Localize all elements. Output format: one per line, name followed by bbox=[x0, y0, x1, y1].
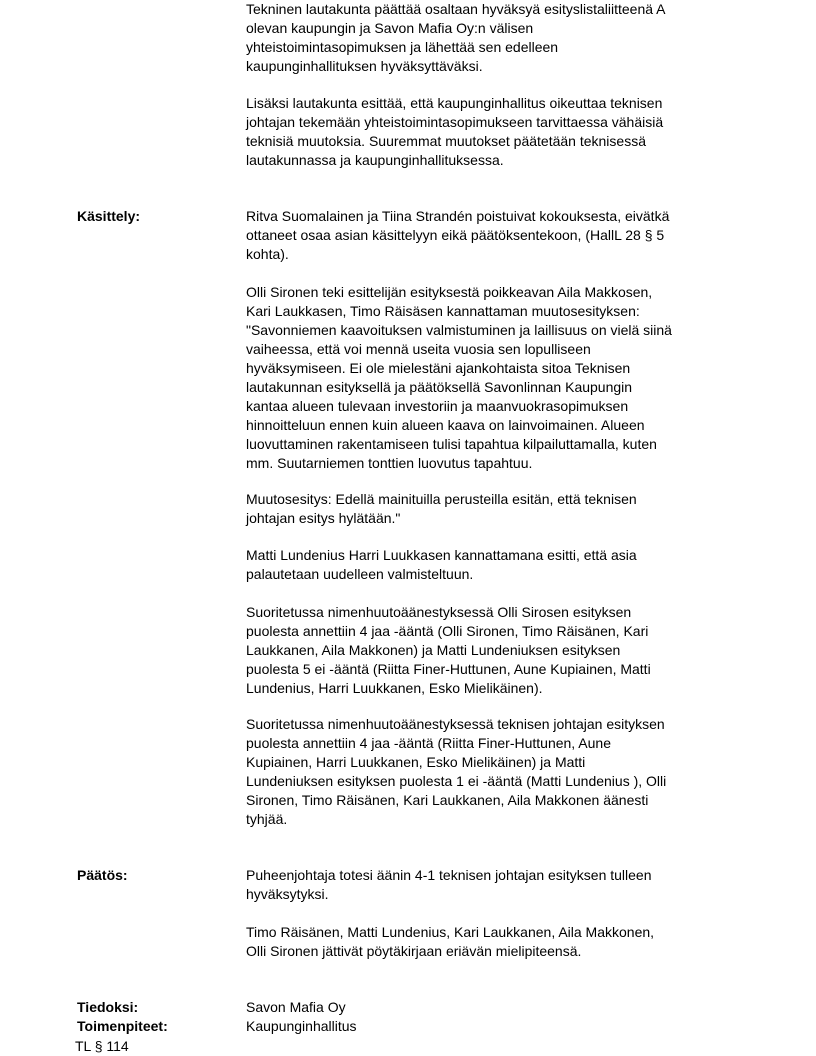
section-reference: TL § 114 bbox=[75, 1038, 129, 1054]
text-line: puolesta 5 ei -ääntä (Riitta Finer-Huttunen, Aune Kupiainen, Matti bbox=[246, 661, 651, 677]
text-line: teknisiä muutoksia. Suuremmat muutokset päätetään teknisessä bbox=[246, 133, 646, 149]
text-line: puolesta annettiin 4 jaa -ääntä (Olli Sironen, Timo Räisänen, Kari bbox=[246, 623, 649, 639]
toimenpiteet-value: Kaupunginhallitus bbox=[246, 1018, 357, 1034]
kasittely-paragraph-2 bbox=[246, 283, 746, 473]
text-line: palautetaan uudelleen valmisteltuun. bbox=[246, 566, 474, 582]
tiedoksi-value: Savon Mafia Oy bbox=[246, 999, 346, 1015]
text-line: kaupunginhallituksen hyväksyttäväksi. bbox=[246, 58, 483, 74]
paatos-paragraph-2 bbox=[246, 923, 746, 961]
text-line: ottaneet osaa asian käsittelyyn eikä päätöksentekoon, (HallL 28 § 5 bbox=[246, 227, 665, 243]
toimenpiteet-label: Toimenpiteet: bbox=[77, 1018, 168, 1034]
intro-paragraph-2 bbox=[246, 94, 746, 170]
text-line: Kupiainen, Harri Luukkanen, Esko Mielikäinen) ja Matti bbox=[246, 754, 586, 770]
text-line: Lisäksi lautakunta esittää, että kaupunginhallitus oikeuttaa teknisen bbox=[246, 95, 663, 111]
text-line: Kari Laukkasen, Timo Räisäsen kannattaman muutosesityksen: bbox=[246, 303, 640, 319]
text-line: hinnoitteluun ennen kuin alueen kaava on lainvoimainen. Alueen bbox=[246, 417, 645, 433]
text-line: Muutosesitys: Edellä mainituilla perusteilla esitän, että teknisen bbox=[246, 491, 637, 507]
text-line: Timo Räisänen, Matti Lundenius, Kari Laukkanen, Aila Makkonen, bbox=[246, 924, 655, 940]
text-line: Suoritetussa nimenhuutoäänestyksessä Olli Sirosen esityksen bbox=[246, 604, 632, 620]
text-line: Matti Lundenius Harri Luukkasen kannattamana esitti, että asia bbox=[246, 547, 637, 563]
text-line: Lundenius, Harri Luukkanen, Esko Mielikäinen). bbox=[246, 680, 543, 696]
kasittely-paragraph-4 bbox=[246, 546, 746, 584]
text-line: mm. Suutarniemen tonttien luovutus tapahtuu. bbox=[246, 455, 533, 471]
text-line: Sironen, Timo Räisänen, Kari Laukkanen, Aila Makkonen äänesti bbox=[246, 792, 649, 808]
text-line: Laukkanen, Aila Makkonen) ja Matti Lundeniuksen esityksen bbox=[246, 642, 621, 658]
text-line: Olli Sironen teki esittelijän esityksestä poikkeavan Aila Makkosen, bbox=[246, 284, 653, 300]
text-line: luovuttaminen rakentamiseen tulisi tapahtua kilpailuttamalla, kuten bbox=[246, 436, 657, 452]
text-line: Suoritetussa nimenhuutoäänestyksessä teknisen johtajan esityksen bbox=[246, 716, 665, 732]
text-line: "Savonniemen kaavoituksen valmistuminen ja laillisuus on vielä siinä bbox=[246, 322, 672, 338]
paatos-paragraph-1 bbox=[246, 866, 746, 904]
intro-paragraph-1 bbox=[246, 0, 746, 76]
text-line: johtajan tekemään yhteistoimintasopimukseen tarvittaessa vähäisiä bbox=[246, 114, 664, 130]
kasittely-paragraph-3 bbox=[246, 490, 746, 528]
text-line: Olli Sironen jättivät pöytäkirjaan eriävän mielipiteensä. bbox=[246, 943, 582, 959]
text-line: kohta). bbox=[246, 246, 289, 262]
text-line: yhteistoimintasopimuksen ja lähettää sen edelleen bbox=[246, 39, 559, 55]
text-line: kantaa alueen tulevaan investoriin ja maanvuokrasopimuksen bbox=[246, 398, 629, 414]
text-line: lautakunnan esityksellä ja päätöksellä Savonlinnan Kaupungin bbox=[246, 379, 633, 395]
kasittely-paragraph-5 bbox=[246, 603, 746, 698]
text-line: vaiheessa, että voi mennä useita vuosia sen lopulliseen bbox=[246, 341, 591, 357]
text-line: johtajan esitys hylätään." bbox=[246, 510, 401, 526]
text-line: hyväksytyksi. bbox=[246, 886, 329, 902]
paatos-label: Päätös: bbox=[77, 867, 128, 883]
text-line: olevan kaupungin ja Savon Mafia Oy:n välisen bbox=[246, 20, 534, 36]
text-line: lautakunnassa ja kaupunginhallituksessa. bbox=[246, 152, 504, 168]
text-line: Lundeniuksen esityksen puolesta 1 ei -ääntä (Matti Lundenius ), Olli bbox=[246, 773, 667, 789]
text-line: hyväksymiseen. Ei ole mielestäni ajankohtaista sitoa Teknisen bbox=[246, 360, 631, 376]
text-line: Ritva Suomalainen ja Tiina Strandén poistuivat kokouksesta, eivätkä bbox=[246, 208, 670, 224]
text-line: tyhjää. bbox=[246, 811, 288, 827]
kasittely-label: Käsittely: bbox=[77, 208, 141, 224]
text-line: puolesta annettiin 4 jaa -ääntä (Riitta Finer-Huttunen, Aune bbox=[246, 735, 612, 751]
text-line: Tekninen lautakunta päättää osaltaan hyväksyä esityslistaliitteenä A bbox=[246, 1, 666, 17]
text-line: Puheenjohtaja totesi äänin 4-1 teknisen johtajan esityksen tulleen bbox=[246, 867, 652, 883]
kasittely-paragraph-1 bbox=[246, 207, 746, 264]
kasittely-paragraph-6 bbox=[246, 715, 746, 829]
tiedoksi-label: Tiedoksi: bbox=[77, 999, 139, 1015]
